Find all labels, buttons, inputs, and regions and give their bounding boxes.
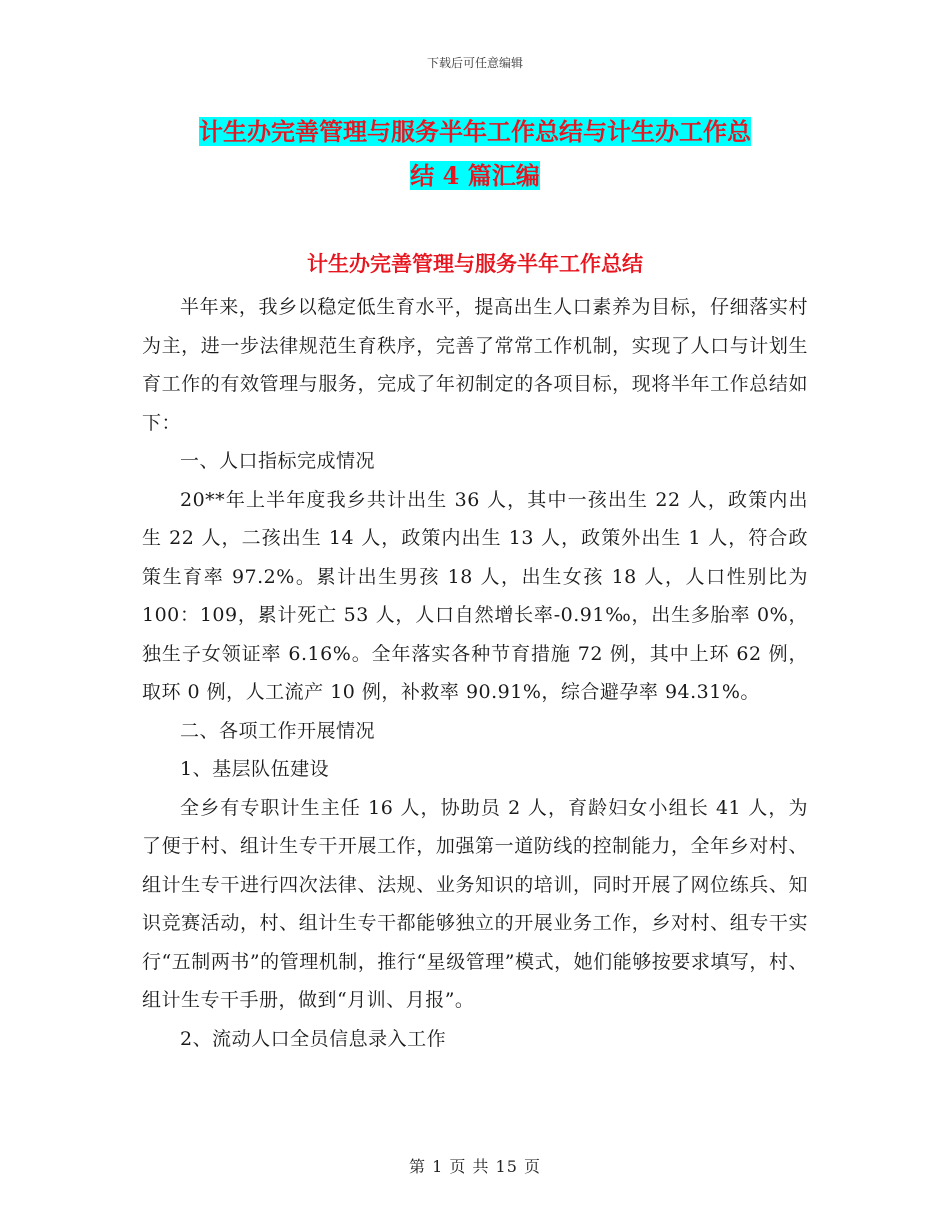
- paragraph-grassroots-team: 全乡有专职计生主任 16 人，协助员 2 人，育龄妇女小组长 41 人，为了便于村、组计生专干开展工作，加强第一道防线的控制能力，全年乡对村、组计生专干进行四次法律、法规、业务知识的培训，同时开展了网位练兵、知识竞赛活动，村、组计生专干都能够独立的开展业务工作，乡对村、组专干实行“五制两书”的管理机制，推行“星级管理”模式，她们能够按要求填写，村、组计生专干手册，做到“月训、月报”。: [142, 796, 808, 1011]
- paragraph-population-stats: 20**年上半年度我乡共计出生 36 人，其中一孩出生 22 人，政策内出生 22 人，二孩出生 14 人，政策内出生 13 人，政策外出生 1 人，符合政策生育率 97.2%。累计出生男孩 18 人，出生女孩 18 人，人口性别比为 100：109，累计死亡 53 人，人口自然增长率-0.91‰，出生多胎率 0%，独生子女领证率 6.16%。全年落实各种节育措施 72 例，其中上环 62 例，取环 0 例，人工流产 10 例，补救率 90.91%，综合避孕率 94.31%。: [142, 488, 808, 703]
- section-title: 计生办完善管理与服务半年工作总结: [307, 251, 643, 276]
- paragraph-intro: 半年来，我乡以稳定低生育水平，提高出生人口素养为目标，仔细落实村为主，进一步法律规范生育秩序，完善了常常工作机制，实现了人口与计划生育工作的有效管理与服务，完成了年初制定的各项目标，现将半年工作总结如下：: [142, 296, 808, 434]
- heading-work-progress: 二、各项工作开展情况: [180, 719, 376, 742]
- heading-population-indicators: 一、人口指标完成情况: [180, 450, 376, 472]
- subheading-floating-population: 2、流动人口全员信息录入工作: [180, 1027, 447, 1050]
- header-note: 下载后可任意编辑: [426, 56, 523, 70]
- page-number: 第 1 页 共 15 页: [409, 1157, 541, 1176]
- document-body: [142, 288, 808, 1058]
- document-title-line-1: 计生办完善管理与服务半年工作总结与计生办工作总: [199, 117, 751, 146]
- subheading-grassroots-team: 1、基层队伍建设: [180, 758, 330, 780]
- document-title-line-2: 结 4 篇汇编: [410, 161, 540, 190]
- document-title: [140, 110, 810, 198]
